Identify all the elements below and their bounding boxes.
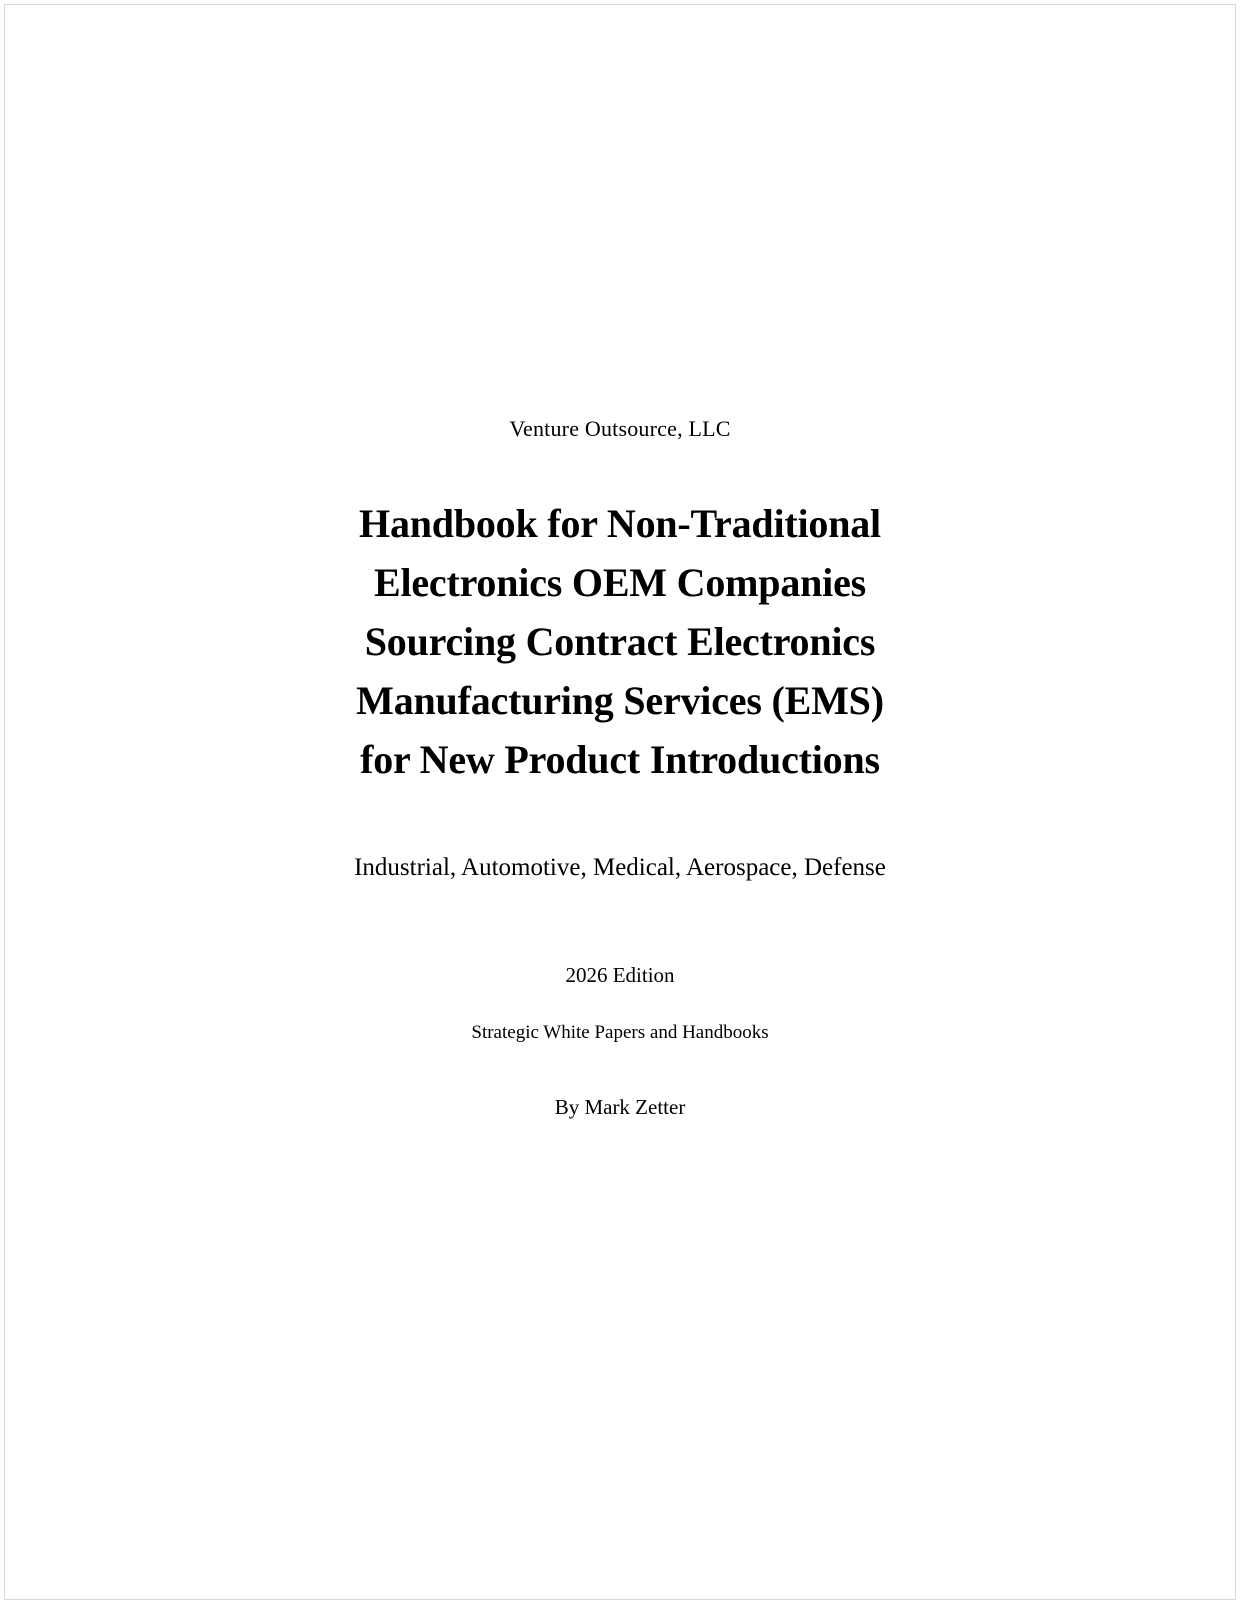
title-line-4: Manufacturing Services (EMS) — [356, 678, 884, 724]
series-label: Strategic White Papers and Handbooks — [471, 1022, 769, 1044]
page-title — [150, 494, 1090, 790]
title-line-1: Handbook for Non-Traditional — [359, 500, 881, 546]
title-line-3: Sourcing Contract Electronics — [364, 618, 876, 664]
title-line-5: for New Product Introductions — [360, 737, 880, 783]
title-line-2: Electronics OEM Companies — [373, 559, 866, 605]
author-byline: By Mark Zetter — [554, 1095, 686, 1120]
publisher-name: Venture Outsource, LLC — [509, 416, 731, 441]
subtitle: Industrial, Automotive, Medical, Aerospace, Defense — [354, 853, 886, 881]
edition-label: 2026 Edition — [565, 963, 675, 988]
